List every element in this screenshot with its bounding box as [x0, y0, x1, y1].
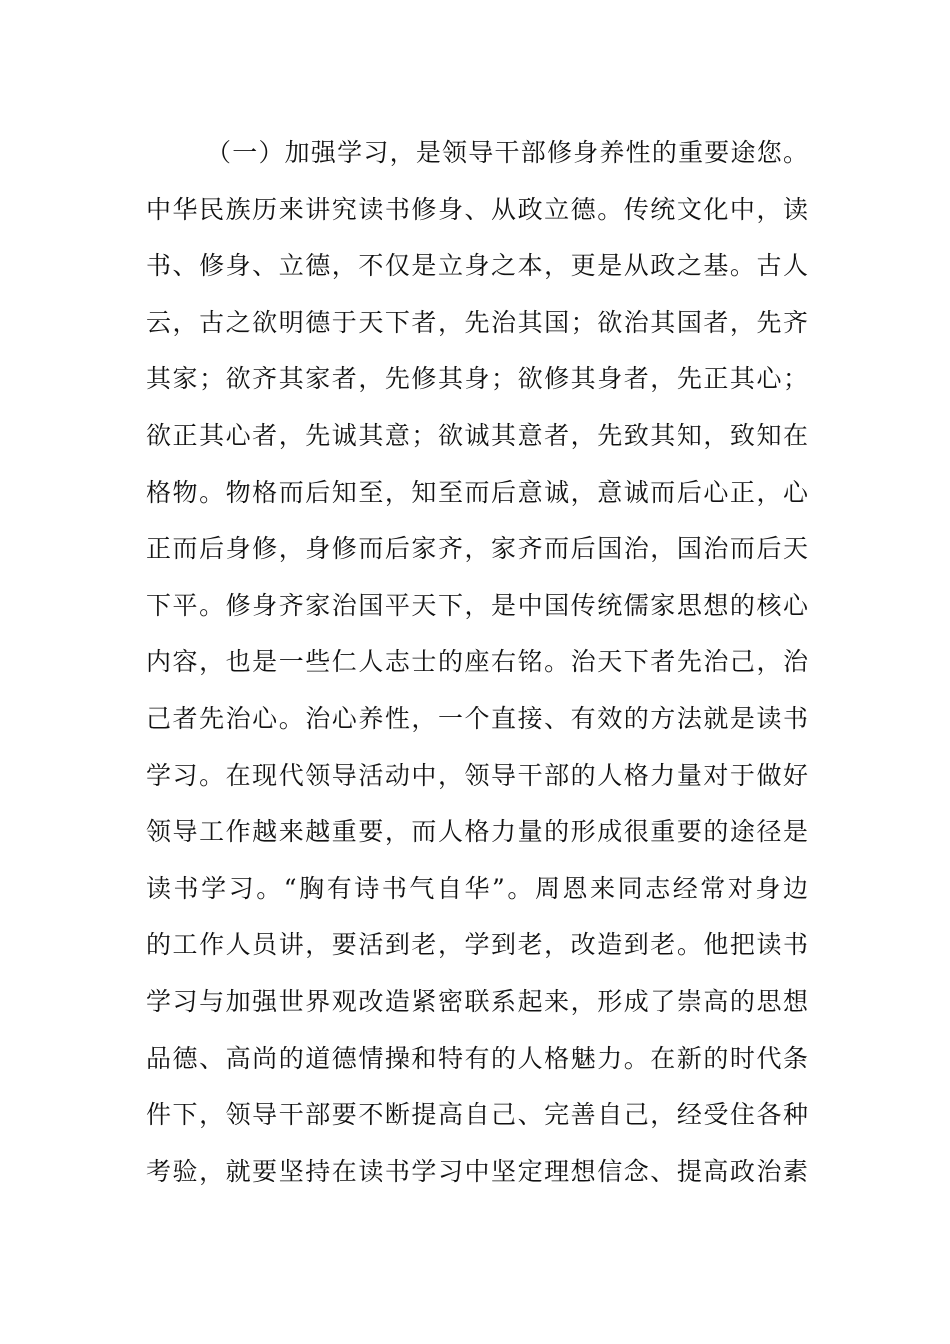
- paragraph-heading-line: （一）加强学习，是领导干部修身养性的重要途您。: [206, 138, 808, 167]
- text-line: 下平。修身齐家治国平天下，是中国传统儒家思想的核心: [146, 590, 808, 620]
- text-line: 书、修身、立德，不仅是立身之本，更是从政之基。古人: [146, 251, 808, 281]
- text-line: 其家；欲齐其家者，先修其身；欲修其身者，先正其心；: [146, 364, 808, 394]
- text-line: 中华民族历来讲究读书修身、从政立德。传统文化中，读: [146, 194, 808, 224]
- text-line: 学习。在现代领导活动中，领导干部的人格力量对于做好: [146, 760, 808, 790]
- body-paragraph: [146, 131, 808, 1206]
- text-line: 考验，就要坚持在读书学习中坚定理想信念、提高政治素: [146, 1156, 808, 1186]
- text-line: 格物。物格而后知至，知至而后意诚，意诚而后心正，心: [146, 477, 808, 507]
- text-line: 正而后身修，身修而后家齐，家齐而后国治，国治而后天: [146, 534, 808, 564]
- text-line: 欲正其心者，先诚其意；欲诚其意者，先致其知，致知在: [146, 420, 808, 450]
- text-line: 读书学习。“胸有诗书气自华”。周恩来同志经常对身边: [146, 873, 808, 903]
- text-line: 品德、高尚的道德情操和特有的人格魅力。在新的时代条: [146, 1043, 808, 1073]
- text-line: 云，古之欲明德于天下者，先治其国；欲治其国者，先齐: [146, 307, 808, 337]
- text-line: 领导工作越来越重要，而人格力量的形成很重要的途径是: [146, 817, 808, 847]
- text-line: 件下，领导干部要不断提高自己、完善自己，经受住各种: [146, 1100, 808, 1130]
- text-line: 学习与加强世界观改造紧密联系起来，形成了崇高的思想: [146, 986, 808, 1016]
- text-line: 内容，也是一些仁人志士的座右铭。治天下者先治己，治: [146, 647, 808, 677]
- text-line: 己者先治心。治心养性，一个直接、有效的方法就是读书: [146, 703, 808, 733]
- text-line: 的工作人员讲，要活到老，学到老，改造到老。他把读书: [146, 930, 808, 960]
